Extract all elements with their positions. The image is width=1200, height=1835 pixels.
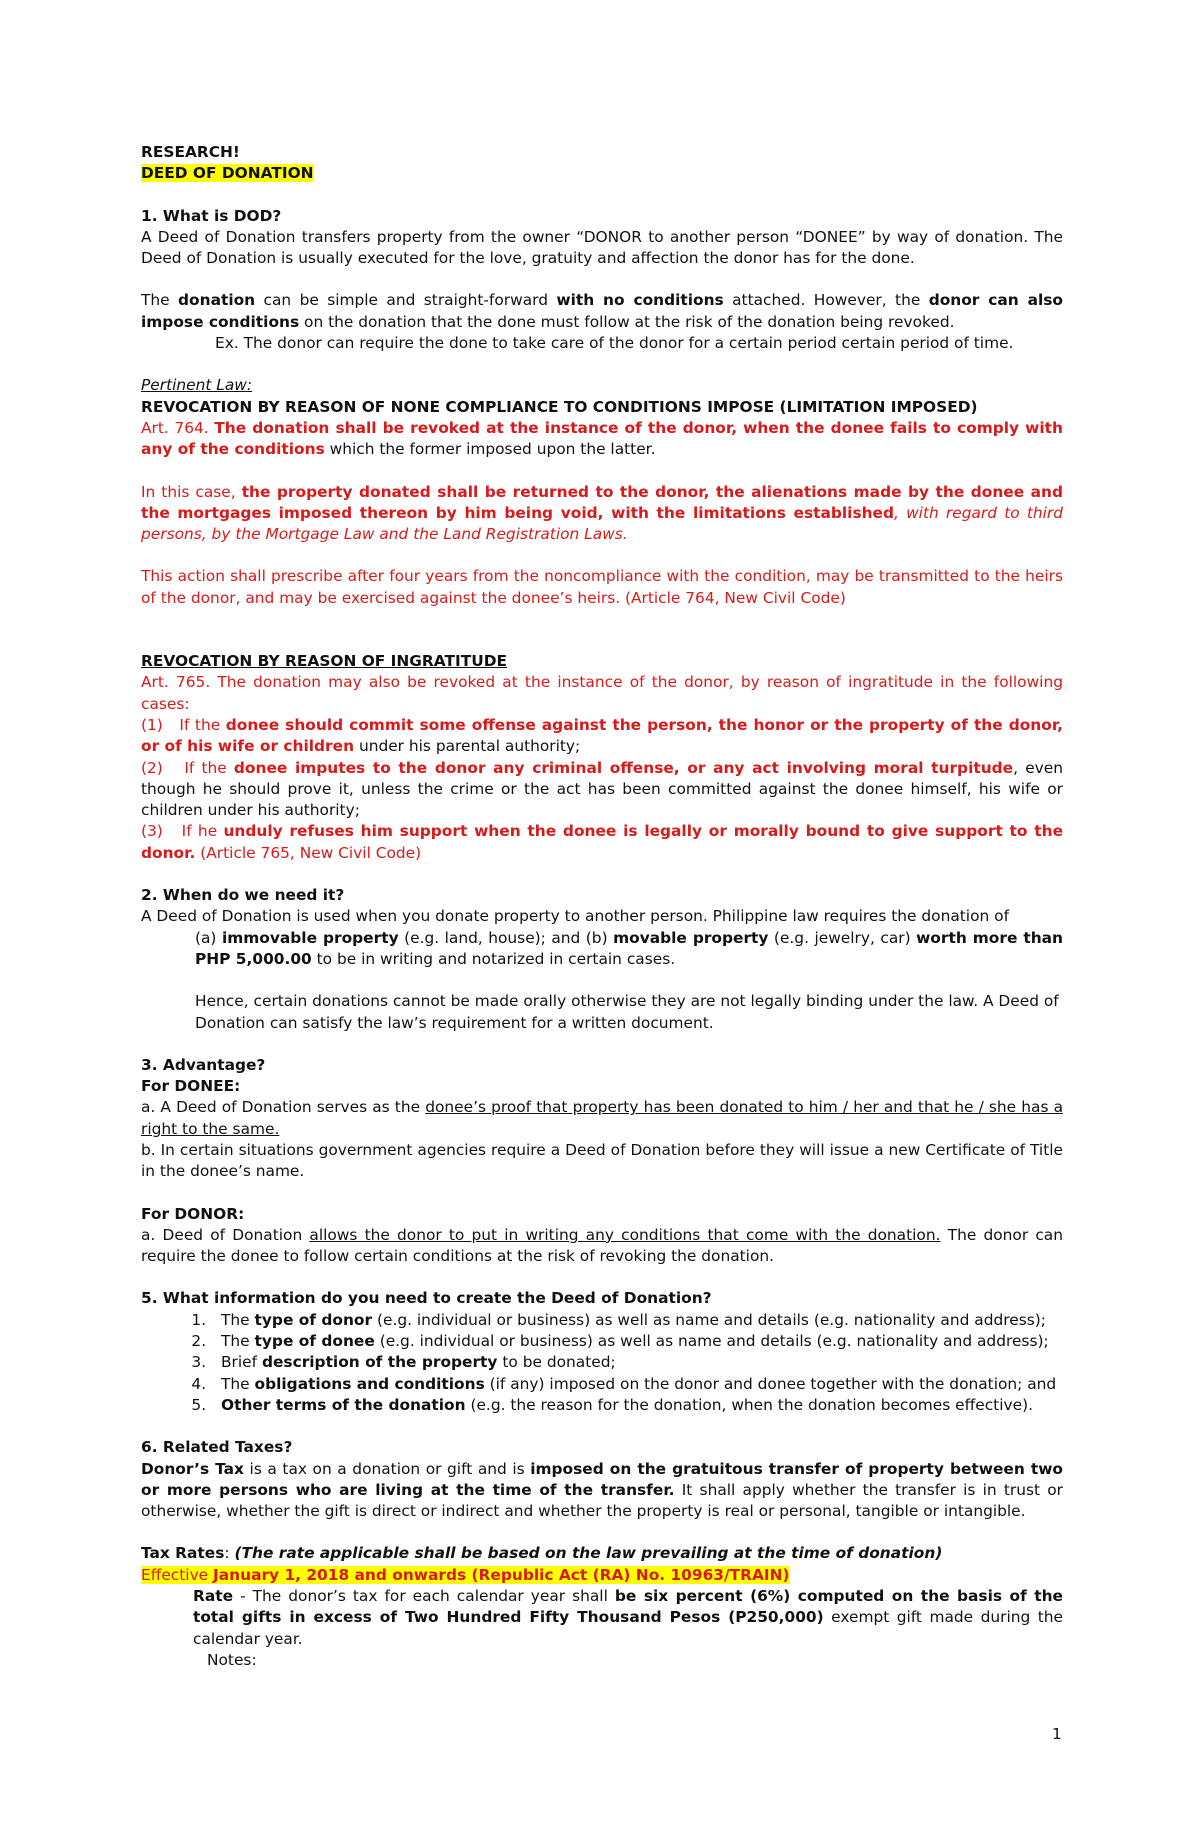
q6-heading: 6. Related Taxes? <box>141 1438 293 1457</box>
q3-donee-b: b. In certain situations government agencies require a Deed of Donation before they will issue a new Certificate of Title in the donee’s name. <box>141 1140 1063 1181</box>
tax-rates-line: Tax Rates: (The rate applicable shall be based on the law prevailing at the time of donation) <box>141 1544 943 1563</box>
q2-hence-paragraph: Hence, certain donations cannot be made orally otherwise they are not legally binding under the law. A Deed of Donation can satisfy the law’s requirement for a written document. <box>195 992 1059 1032</box>
q3-heading: 3. Advantage? <box>141 1055 266 1074</box>
law764-case-paragraph: In this case, the property donated shall be returned to the donor, the alienations made by the donee and the mortgages imposed thereon by him being void, with the limitations established, with regard to third persons, by the Mortgage Law and the Land Registration Laws. <box>141 482 1064 544</box>
article-765-case-3: (3) If he unduly refuses him support when the donee is legally or morally bound to give support to the donor. (Article 765, New Civil Code) <box>141 822 1064 862</box>
article-765-intro: Art. 765. The donation may also be revoked at the instance of the donor, by reason of ingratitude in the following cases: <box>141 673 1063 713</box>
q3-donee-label: For DONEE: <box>141 1077 241 1096</box>
pertinent-law-label: Pertinent Law: <box>141 376 253 395</box>
law765-heading: REVOCATION BY REASON OF INGRATITUDE <box>141 652 507 671</box>
q3-donor-a: a. Deed of Donation allows the donor to put in writing any conditions that come with the donation. The donor can require the donee to follow certain conditions at the risk of revoking the donation. <box>141 1225 1063 1266</box>
q3-donee-a: a. A Deed of Donation serves as the donee’s proof that property has been donated to him / her and that he / she has a right to the same. <box>141 1098 1064 1138</box>
document-page <box>141 142 1063 1671</box>
list-item: 3. Brief description of the property to be donated; <box>211 1352 1063 1373</box>
research-label: RESEARCH! <box>141 143 240 161</box>
q2-paragraph: A Deed of Donation is used when you donate property to another person. Philippine law requires the donation of <box>141 907 1009 926</box>
q1-example: Ex. The donor can require the done to take care of the donor for a certain period certain period of time. <box>215 334 1014 353</box>
article-764: Art. 764. The donation shall be revoked at the instance of the donor, when the donee fails to comply with any of the conditions which the former imposed upon the latter. <box>141 418 1063 459</box>
page-number: 1 <box>1052 1725 1062 1743</box>
rate-paragraph: Rate - The donor’s tax for each calendar year shall be six percent (6%) computed on the basis of the total gifts in excess of Two Hundred Fifty Thousand Pesos (P250,000) exempt gift made during the calendar year. <box>193 1587 1063 1648</box>
list-item: 4. The obligations and conditions (if any) imposed on the donor and donee together with the donation; and <box>211 1374 1063 1395</box>
list-item: 1. The type of donor (e.g. individual or business) as well as name and details (e.g. nationality and address); <box>211 1310 1063 1331</box>
list-item: 5. Other terms of the donation (e.g. the reason for the donation, when the donation becomes effective). <box>211 1395 1063 1416</box>
q1-paragraph: A Deed of Donation transfers property from the owner “DONOR to another person “DONEE” by way of donation. The Deed of Donation is usually executed for the love, gratuity and affection the donor has for the done. <box>141 227 1063 268</box>
notes-label: Notes: <box>207 1650 257 1669</box>
q5-heading: 5. What information do you need to create the Deed of Donation? <box>141 1289 712 1308</box>
q1-donation-paragraph: The donation can be simple and straight-forward with no conditions attached. However, the donor can also impose conditions on the donation that the done must follow at the risk of the donation being revoked. <box>141 291 1063 331</box>
article-765-case-1: (1) If the donee should commit some offense against the person, the honor or the property of the donor, or of his wife or children under his parental authority; <box>141 715 1063 756</box>
q6-donors-tax-paragraph: Donor’s Tax is a tax on a donation or gift and is imposed on the gratuitous transfer of property between two or more persons who are living at the time of the transfer. It shall apply whether the transfer is in trust or otherwise, whether the gift is direct or indirect and whether the property is real or personal, tangible or intangible. <box>141 1459 1063 1521</box>
q2-property-types: (a) immovable property (e.g. land, house); and (b) movable property (e.g. jewelry, car) worth more than PHP 5,000.00 to be in writing and notarized in certain cases. <box>195 928 1064 968</box>
law764-prescription: This action shall prescribe after four years from the noncompliance with the condition, may be transmitted to the heirs of the donor, and may be exercised against the donee’s heirs. (Article 764, New Civil Code) <box>141 567 1063 607</box>
list-item: 2. The type of donee (e.g. individual or business) as well as name and details (e.g. nationality and address); <box>211 1331 1063 1352</box>
q1-heading: 1. What is DOD? <box>141 206 282 225</box>
article-765-case-2: (2) If the donee imputes to the donor any criminal offense, or any act involving moral turpitude, even though he should prove it, unless the crime or the act has been committed against the donee himself, his wife or children under his authority; <box>141 758 1063 820</box>
q2-heading: 2. When do we need it? <box>141 886 345 905</box>
q3-donor-label: For DONOR: <box>141 1204 245 1223</box>
effective-line: Effective January 1, 2018 and onwards (Republic Act (RA) No. 10963/TRAIN) <box>141 1565 790 1584</box>
q5-list <box>141 1310 1063 1416</box>
law764-heading: REVOCATION BY REASON OF NONE COMPLIANCE TO CONDITIONS IMPOSE (LIMITATION IMPOSED) <box>141 397 978 416</box>
document-title: DEED OF DONATION <box>141 164 314 183</box>
